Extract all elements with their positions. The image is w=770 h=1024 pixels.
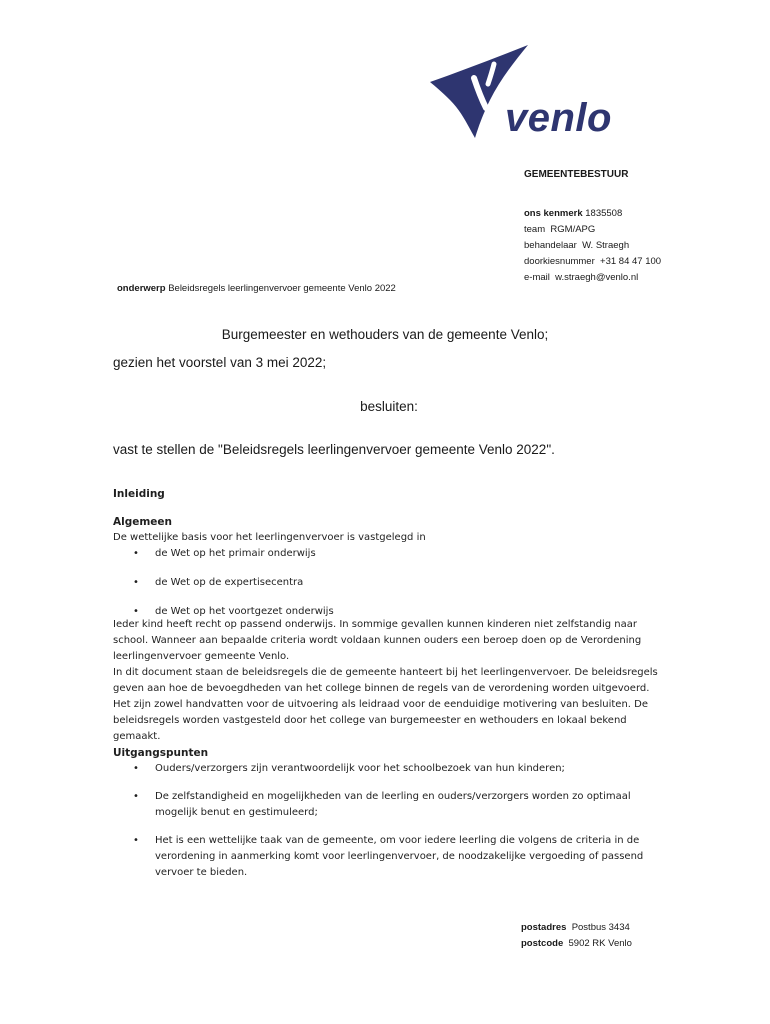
meta-value: w.straegh@venlo.nl bbox=[555, 272, 639, 283]
adopt-line: vast te stellen de "Beleidsregels leerlingenvervoer gemeente Venlo 2022". bbox=[113, 442, 555, 457]
footer-row-postal bbox=[521, 920, 632, 936]
list-item: • Het is een wettelijke taak van de gemeente, om voor iedere leerling die volgens de criteria in de verordening in aanmerking komt voor leerlingenvervoer, de noodzakelijke vergoeding of passend vervoer te bieden. bbox=[113, 833, 669, 881]
footer-value: Postbus 3434 bbox=[571, 922, 630, 933]
department-label: GEMEENTEBESTUUR bbox=[524, 169, 629, 180]
principles-heading: Uitgangspunten bbox=[113, 747, 209, 759]
resolve-line bbox=[0, 399, 770, 414]
list-item: • Ouders/verzorgers zijn verantwoordelijk voor het schoolbezoek van hun kinderen; bbox=[113, 761, 669, 777]
paragraph: Ieder kind heeft recht op passend onderwijs. In sommige gevallen kunnen kinderen niet zelfstandig naar school. Wanneer aan bepaalde criteria wordt voldaan kunnen ouders een beroep doen op de Verordening leerlingenvervoer gemeente Venlo. bbox=[113, 619, 642, 662]
list-item: • de Wet op het primair onderwijs bbox=[113, 546, 669, 562]
subject-text: Beleidsregels leerlingenvervoer gemeente Venlo 2022 bbox=[168, 283, 396, 294]
meta-row-reference bbox=[524, 206, 661, 222]
list-item: • De zelfstandigheid en mogelijkheden van de leerling en ouders/verzorgers worden zo optimaal mogelijk benut en gestimuleerd; bbox=[113, 789, 669, 821]
considering-line: gezien het voorstel van 3 mei 2022; bbox=[113, 355, 327, 370]
intro-paragraphs bbox=[113, 617, 669, 745]
meta-value: +31 84 47 100 bbox=[600, 256, 662, 267]
laws-list bbox=[113, 546, 669, 620]
footer-row-postcode bbox=[521, 936, 632, 952]
footer-address bbox=[521, 920, 632, 952]
meta-label: doorkiesnummer bbox=[524, 256, 595, 267]
meta-row-email bbox=[524, 270, 661, 286]
general-heading: Algemeen bbox=[113, 516, 173, 528]
intro-heading: Inleiding bbox=[113, 488, 165, 500]
meta-row-team bbox=[524, 222, 661, 238]
meta-label: e-mail bbox=[524, 272, 550, 283]
meta-label: team bbox=[524, 224, 546, 235]
reference-block bbox=[524, 206, 661, 286]
meta-label: ons kenmerk bbox=[524, 208, 583, 219]
paragraph: In dit document staan de beleidsregels die de gemeente hanteert bij het leerlingenvervoer. De beleidsregels geven aan hoe de bevoegdheden van het college binnen de regels van de verordening worden uitgevoerd. Het zijn zowel handvatten voor de uitvoering als leidraad voor de eenduidige motivering van besluiten. De beleidsregels worden vastgesteld door het college van burgemeester en wethouders en lokaal bekend gemaakt. bbox=[113, 667, 658, 742]
authority-line: Burgemeester en wethouders van de gemeente Venlo; bbox=[221, 327, 549, 342]
meta-value: 1835508 bbox=[585, 208, 623, 219]
resolve-text: besluiten: bbox=[360, 399, 418, 414]
principles-list bbox=[113, 761, 669, 881]
meta-value: W. Straegh bbox=[582, 240, 630, 251]
meta-row-phone bbox=[524, 254, 661, 270]
meta-row-handler bbox=[524, 238, 661, 254]
meta-label: behandelaar bbox=[524, 240, 577, 251]
footer-label: postcode bbox=[521, 938, 564, 949]
brand-name: venlo bbox=[505, 96, 612, 140]
list-item: • de Wet op het voortgezet onderwijs bbox=[113, 604, 669, 620]
footer-label: postadres bbox=[521, 922, 567, 933]
subject-line bbox=[117, 283, 396, 294]
meta-value: RGM/APG bbox=[550, 224, 596, 235]
general-text: De wettelijke basis voor het leerlingenvervoer is vastgelegd in bbox=[113, 532, 426, 543]
footer-value: 5902 RK Venlo bbox=[568, 938, 632, 949]
list-item: • de Wet op de expertisecentra bbox=[113, 575, 669, 591]
subject-label: onderwerp bbox=[117, 283, 166, 294]
